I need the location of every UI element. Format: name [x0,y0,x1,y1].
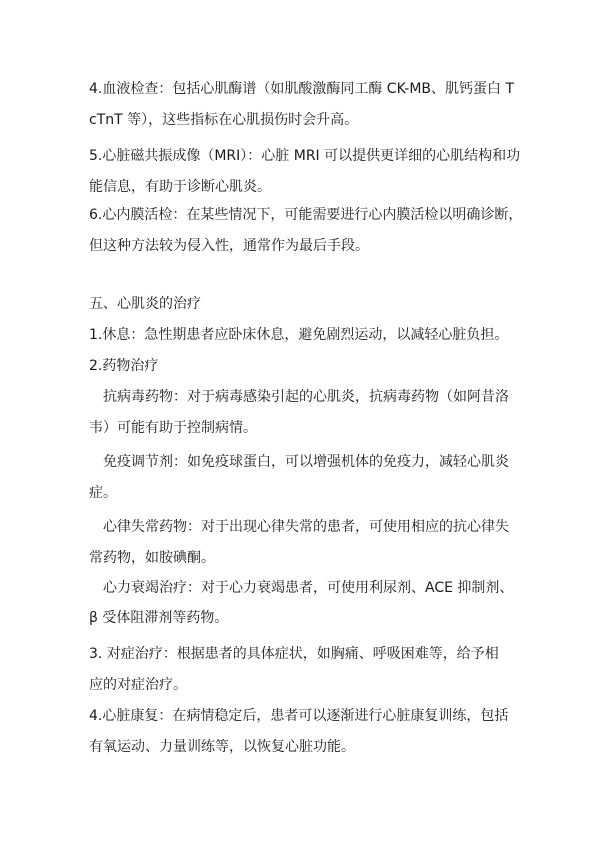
text-line: 应的对症治疗。 [89,677,187,693]
text-line: β 受体阻滞剂等药物。 [89,610,229,626]
text-line: 4.血液检查：包括心肌酶谱（如肌酸激酶同工酶 CK-MB、肌钙蛋白 T [89,81,515,97]
text-line: 症。 [89,485,117,501]
text-line: 抗病毒药物：对于病毒感染引起的心肌炎，抗病毒药物（如阿昔洛 [103,389,509,405]
text-line: 常药物，如胺碘酮。 [89,550,215,566]
text-line: 3. 对症治疗：根据患者的具体症状，如胸痛、呼吸困难等，给予相 [89,646,499,662]
text-line: 5.心脏磁共振成像（MRI）：心脏 MRI 可以提供更详细的心肌结构和功 [89,148,521,164]
text-line: 心律失常药物：对于出现心律失常的患者，可使用相应的抗心律失 [103,519,509,535]
text-line: 能信息，有助于诊断心肌炎。 [89,179,271,195]
text-line: 2.药物治疗 [89,358,159,374]
text-line: 韦）可能有助于控制病情。 [89,420,257,436]
text-line: 但这种方法较为侵入性，通常作为最后手段。 [89,238,369,254]
text-line: 心力衰竭治疗：对于心力衰竭患者，可使用利尿剂、ACE 抑制剂、 [103,580,514,596]
text-line: 免疫调节剂：如免疫球蛋白，可以增强机体的免疫力，减轻心肌炎 [103,454,509,470]
text-line: cTnT 等），这些指标在心肌损伤时会升高。 [89,112,359,128]
text-line: 4.心脏康复：在病情稳定后，患者可以逐渐进行心脏康复训练，包括 [89,708,509,724]
text-line: 1.休息：急性期患者应卧床休息，避免剧烈运动，以减轻心脏负担。 [89,327,509,343]
text-line: 有氧运动、力量训练等，以恢复心脏功能。 [89,739,355,755]
section-heading: 五、心肌炎的治疗 [89,296,201,312]
text-line: 6.心内膜活检：在某些情况下，可能需要进行心内膜活检以明确诊断， [89,207,523,223]
